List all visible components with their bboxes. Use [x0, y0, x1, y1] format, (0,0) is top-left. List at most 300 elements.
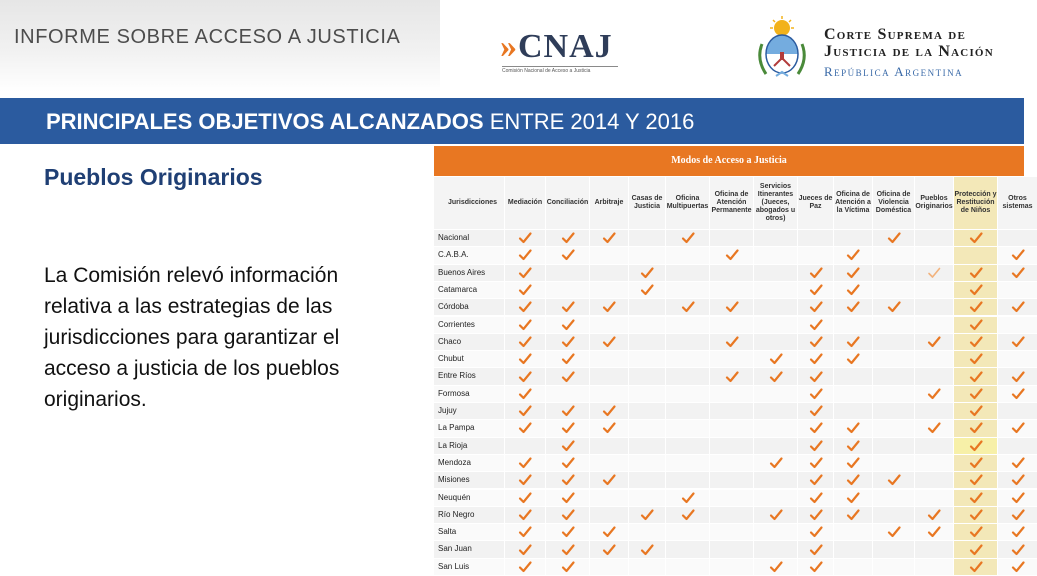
checkmark-icon: [602, 543, 616, 557]
table-cell: [915, 541, 953, 557]
checkmark-icon: [602, 300, 616, 314]
table-cell: [590, 282, 628, 298]
table-cell: [505, 247, 545, 263]
table-cell: [505, 351, 545, 367]
checkmark-icon: [1011, 387, 1025, 401]
checkmark-icon: [969, 352, 983, 366]
checkmark-icon: [1011, 266, 1025, 280]
table-cell: [998, 490, 1037, 506]
column-header: Arbitraje: [590, 177, 628, 229]
report-title: INFORME SOBRE ACCESO A JUSTICIA: [14, 26, 401, 48]
table-cell: [834, 455, 872, 471]
table-cell: [629, 282, 665, 298]
table-cell: [998, 247, 1037, 263]
checkmark-icon: [927, 525, 941, 539]
checkmark-icon: [846, 248, 860, 262]
checkmark-icon: [518, 248, 532, 262]
table-cell: [834, 438, 872, 454]
table-cell: [873, 282, 914, 298]
table-cell: [590, 368, 628, 384]
table-cell: [998, 317, 1037, 333]
table-cell: [873, 420, 914, 436]
table-cell: [954, 265, 997, 281]
table-cell: [834, 368, 872, 384]
checkmark-icon: [846, 508, 860, 522]
table-cell: [666, 265, 709, 281]
table-cell: [505, 524, 545, 540]
checkmark-icon: [969, 266, 983, 280]
checkmark-icon: [809, 266, 823, 280]
table-cell: [505, 386, 545, 402]
checkmark-icon: [927, 421, 941, 435]
table-cell: [546, 541, 589, 557]
cnaj-divider: [502, 66, 618, 67]
table-cell: [873, 559, 914, 575]
table-cell: [834, 541, 872, 557]
table-cell: [505, 317, 545, 333]
table-row-label: San Luis: [434, 559, 504, 575]
table-cell: [754, 420, 797, 436]
table-cell: [546, 524, 589, 540]
checkmark-icon: [561, 560, 575, 574]
table-cell: [954, 403, 997, 419]
court-country: República Argentina: [824, 64, 964, 79]
table-cell: [915, 317, 953, 333]
table-cell: [798, 420, 833, 436]
table-cell: [754, 247, 797, 263]
table-cell: [998, 420, 1037, 436]
table-cell: [710, 455, 753, 471]
checkmark-icon: [518, 231, 532, 245]
column-header: Servicios Itinerantes (Jueces, abogados u otros): [754, 177, 797, 229]
table-cell: [590, 403, 628, 419]
checkmark-icon: [969, 404, 983, 418]
table-cell: [954, 524, 997, 540]
table-cell: [590, 559, 628, 575]
table-cell: [873, 455, 914, 471]
table-cell: [834, 420, 872, 436]
checkmark-icon: [602, 525, 616, 539]
column-header: Jueces de Paz: [798, 177, 833, 229]
table-cell: [954, 299, 997, 315]
checkmark-icon: [518, 543, 532, 557]
table-cell: [629, 247, 665, 263]
table-cell: [798, 282, 833, 298]
table-row-label: La Rioja: [434, 438, 504, 454]
table-row-label: C.A.B.A.: [434, 247, 504, 263]
table-cell: [834, 230, 872, 246]
table-cell: [754, 455, 797, 471]
column-header: Oficina de Atención Permanente: [710, 177, 753, 229]
table-cell: [666, 368, 709, 384]
table-cell: [710, 490, 753, 506]
table-cell: [873, 351, 914, 367]
checkmark-icon: [809, 387, 823, 401]
checkmark-icon: [969, 439, 983, 453]
checkmark-icon: [561, 525, 575, 539]
table-row-label: Jujuy: [434, 403, 504, 419]
table-cell: [629, 265, 665, 281]
checkmark-icon: [969, 456, 983, 470]
table-cell: [505, 490, 545, 506]
checkmark-icon: [1011, 491, 1025, 505]
checkmark-icon: [769, 456, 783, 470]
checkmark-icon: [561, 543, 575, 557]
table-cell: [505, 438, 545, 454]
table-cell: [998, 541, 1037, 557]
table-cell: [629, 420, 665, 436]
checkmark-icon: [561, 352, 575, 366]
table-cell: [798, 403, 833, 419]
table-cell: [546, 317, 589, 333]
checkmark-icon: [561, 421, 575, 435]
table-cell: [710, 507, 753, 523]
table-cell: [710, 334, 753, 350]
table-cell: [873, 265, 914, 281]
checkmark-icon: [1011, 421, 1025, 435]
table-cell: [590, 351, 628, 367]
column-header: Pueblos Originarios: [915, 177, 953, 229]
checkmark-icon: [1011, 335, 1025, 349]
table-row-label: Neuquén: [434, 490, 504, 506]
column-header: Conciliación: [546, 177, 589, 229]
checkmark-icon: [809, 508, 823, 522]
table-cell: [834, 559, 872, 575]
checkmark-icon: [518, 404, 532, 418]
checkmark-icon: [640, 283, 654, 297]
checkmark-icon: [809, 456, 823, 470]
table-cell: [505, 541, 545, 557]
checkmark-icon: [969, 473, 983, 487]
table-cell: [710, 265, 753, 281]
table-row-label: Salta: [434, 524, 504, 540]
table-cell: [629, 334, 665, 350]
checkmark-icon: [927, 508, 941, 522]
checkmark-icon: [1011, 300, 1025, 314]
checkmark-icon: [969, 335, 983, 349]
checkmark-icon: [769, 508, 783, 522]
checkmark-icon: [518, 456, 532, 470]
table-cell: [915, 299, 953, 315]
checkmark-icon: [640, 543, 654, 557]
table-cell: [915, 282, 953, 298]
checkmark-icon: [518, 473, 532, 487]
cnaj-subtitle: Comisión Nacional de Acceso a Justicia: [502, 68, 591, 74]
table-cell: [798, 438, 833, 454]
table-cell: [915, 386, 953, 402]
table-cell: [954, 351, 997, 367]
checkmark-icon: [846, 266, 860, 280]
table-cell: [954, 438, 997, 454]
checkmark-icon: [602, 473, 616, 487]
table-cell: [666, 282, 709, 298]
table-cell: [629, 386, 665, 402]
checkmark-icon: [561, 439, 575, 453]
table-cell: [834, 247, 872, 263]
table-cell: [710, 386, 753, 402]
checkmark-icon: [1011, 543, 1025, 557]
checkmark-icon: [518, 387, 532, 401]
checkmark-icon: [969, 543, 983, 557]
slide-body-text: La Comisión relevó información relativa a las estrategias de las jurisdicciones para garantizar el acceso a justicia de los pueblos originarios.: [44, 264, 340, 411]
table-cell: [754, 386, 797, 402]
table-cell: [710, 368, 753, 384]
table-cell: [505, 368, 545, 384]
table-cell: [546, 403, 589, 419]
checkmark-icon: [969, 508, 983, 522]
table-cell: [629, 403, 665, 419]
table-cell: [915, 559, 953, 575]
table-cell: [590, 420, 628, 436]
table-cell: [798, 559, 833, 575]
column-header: Oficina Multipuertas: [666, 177, 709, 229]
table-cell: [754, 334, 797, 350]
table-cell: [666, 247, 709, 263]
table-cell: [505, 559, 545, 575]
table-cell: [798, 490, 833, 506]
checkmark-icon: [846, 456, 860, 470]
table-title: Modos de Acceso a Justicia: [434, 146, 1024, 176]
checkmark-icon: [681, 491, 695, 505]
checkmark-icon: [809, 439, 823, 453]
table-cell: [505, 403, 545, 419]
checkmark-icon: [846, 491, 860, 505]
table-cell: [998, 559, 1037, 575]
column-header: Otros sistemas: [998, 177, 1037, 229]
table-row-label: Chaco: [434, 334, 504, 350]
table-cell: [798, 386, 833, 402]
checkmark-icon: [969, 370, 983, 384]
table-cell: [546, 334, 589, 350]
checkmark-icon: [1011, 560, 1025, 574]
table-cell: [998, 299, 1037, 315]
checkmark-icon: [1011, 508, 1025, 522]
checkmark-icon: [518, 283, 532, 297]
table-cell: [873, 299, 914, 315]
table-cell: [546, 472, 589, 488]
table-cell: [873, 368, 914, 384]
table-cell: [754, 438, 797, 454]
checkmark-icon: [518, 560, 532, 574]
table-cell: [629, 351, 665, 367]
table-cell: [834, 351, 872, 367]
table-row-label: Buenos Aires: [434, 265, 504, 281]
checkmark-icon: [561, 473, 575, 487]
checkmark-icon: [602, 404, 616, 418]
checkmark-icon: [809, 352, 823, 366]
column-header: Casas de Justicia: [629, 177, 665, 229]
checkmark-icon: [969, 560, 983, 574]
table-cell: [629, 541, 665, 557]
table-cell: [998, 265, 1037, 281]
table-cell: [505, 507, 545, 523]
table-cell: [754, 403, 797, 419]
checkmark-icon: [518, 335, 532, 349]
table-cell: [505, 420, 545, 436]
checkmark-icon: [561, 456, 575, 470]
table-cell: [998, 438, 1037, 454]
section-title-bar: [0, 98, 1024, 144]
checkmark-icon: [518, 300, 532, 314]
table-cell: [710, 403, 753, 419]
table-cell: [505, 455, 545, 471]
column-header: Oficina de Violencia Doméstica: [873, 177, 914, 229]
table-cell: [629, 317, 665, 333]
checkmark-icon: [927, 266, 941, 280]
table-cell: [873, 403, 914, 419]
checkmark-icon: [809, 473, 823, 487]
table-cell: [834, 507, 872, 523]
table-cell: [629, 368, 665, 384]
table-cell: [798, 265, 833, 281]
table-cell: [834, 490, 872, 506]
column-header: Mediación: [505, 177, 545, 229]
argentina-coat-of-arms-icon: [752, 14, 812, 80]
table-cell: [546, 282, 589, 298]
table-cell: [666, 403, 709, 419]
checkmark-icon: [602, 231, 616, 245]
column-header: Protección y Restitución de Niños: [954, 177, 997, 229]
court-line-2: Justicia de la Nación: [824, 43, 994, 60]
table-cell: [798, 334, 833, 350]
table-cell: [710, 524, 753, 540]
table-cell: [629, 490, 665, 506]
table-cell: [798, 247, 833, 263]
checkmark-icon: [809, 543, 823, 557]
checkmark-icon: [681, 508, 695, 522]
table-cell: [546, 420, 589, 436]
table-cell: [546, 299, 589, 315]
table-cell: [710, 351, 753, 367]
table-cell: [546, 247, 589, 263]
checkmark-icon: [846, 300, 860, 314]
table-cell: [666, 455, 709, 471]
table-cell: [666, 559, 709, 575]
table-cell: [954, 420, 997, 436]
table-cell: [505, 282, 545, 298]
table-cell: [590, 455, 628, 471]
table-cell: [666, 230, 709, 246]
table-cell: [754, 368, 797, 384]
checkmark-icon: [809, 491, 823, 505]
table-cell: [666, 317, 709, 333]
checkmark-icon: [640, 266, 654, 280]
table-cell: [798, 524, 833, 540]
table-cell: [873, 438, 914, 454]
table-cell: [798, 230, 833, 246]
court-line-1: Corte Suprema de: [824, 26, 966, 43]
table-cell: [954, 541, 997, 557]
table-cell: [798, 351, 833, 367]
checkmark-icon: [809, 318, 823, 332]
table-cell: [754, 317, 797, 333]
table-cell: [629, 507, 665, 523]
checkmark-icon: [561, 370, 575, 384]
table-cell: [546, 455, 589, 471]
table-cell: [710, 559, 753, 575]
table-cell: [710, 299, 753, 315]
checkmark-icon: [518, 370, 532, 384]
table-cell: [954, 507, 997, 523]
checkmark-icon: [846, 352, 860, 366]
checkmark-icon: [561, 300, 575, 314]
table-cell: [915, 265, 953, 281]
table-cell: [915, 438, 953, 454]
table-cell: [590, 299, 628, 315]
table-cell: [915, 490, 953, 506]
table-cell: [710, 247, 753, 263]
checkmark-icon: [969, 318, 983, 332]
table-cell: [798, 299, 833, 315]
table-cell: [590, 490, 628, 506]
checkmark-icon: [769, 560, 783, 574]
checkmark-icon: [846, 335, 860, 349]
table-cell: [873, 541, 914, 557]
checkmark-icon: [809, 404, 823, 418]
table-cell: [754, 524, 797, 540]
table-row-label: Entre Ríos: [434, 368, 504, 384]
checkmark-icon: [1011, 370, 1025, 384]
table-cell: [546, 507, 589, 523]
table-cell: [629, 472, 665, 488]
table-cell: [590, 265, 628, 281]
checkmark-icon: [561, 248, 575, 262]
table-cell: [998, 368, 1037, 384]
table-cell: [873, 507, 914, 523]
table-cell: [754, 507, 797, 523]
checkmark-icon: [561, 404, 575, 418]
table-cell: [798, 455, 833, 471]
table-cell: [590, 472, 628, 488]
table-row-label: La Pampa: [434, 420, 504, 436]
table-cell: [666, 438, 709, 454]
checkmark-icon: [1011, 473, 1025, 487]
table-cell: [954, 490, 997, 506]
table-cell: [915, 368, 953, 384]
table-row-label: Catamarca: [434, 282, 504, 298]
checkmark-icon: [809, 335, 823, 349]
table-cell: [666, 351, 709, 367]
table-cell: [590, 438, 628, 454]
table-cell: [590, 507, 628, 523]
table-cell: [754, 490, 797, 506]
table-cell: [798, 317, 833, 333]
checkmark-icon: [1011, 248, 1025, 262]
table-cell: [834, 282, 872, 298]
table-cell: [834, 472, 872, 488]
checkmark-icon: [602, 335, 616, 349]
checkmark-icon: [725, 248, 739, 262]
table-cell: [954, 334, 997, 350]
checkmark-icon: [518, 421, 532, 435]
checkmark-icon: [969, 231, 983, 245]
table-cell: [954, 247, 997, 263]
table-cell: [754, 230, 797, 246]
table-cell: [954, 317, 997, 333]
table-cell: [915, 230, 953, 246]
table-cell: [629, 524, 665, 540]
table-cell: [754, 265, 797, 281]
table-row-label: Chubut: [434, 351, 504, 367]
table-row-label: Mendoza: [434, 455, 504, 471]
table-cell: [505, 334, 545, 350]
checkmark-icon: [602, 421, 616, 435]
checkmark-icon: [846, 439, 860, 453]
checkmark-icon: [725, 335, 739, 349]
table-cell: [915, 507, 953, 523]
table-cell: [834, 403, 872, 419]
table-cell: [954, 559, 997, 575]
